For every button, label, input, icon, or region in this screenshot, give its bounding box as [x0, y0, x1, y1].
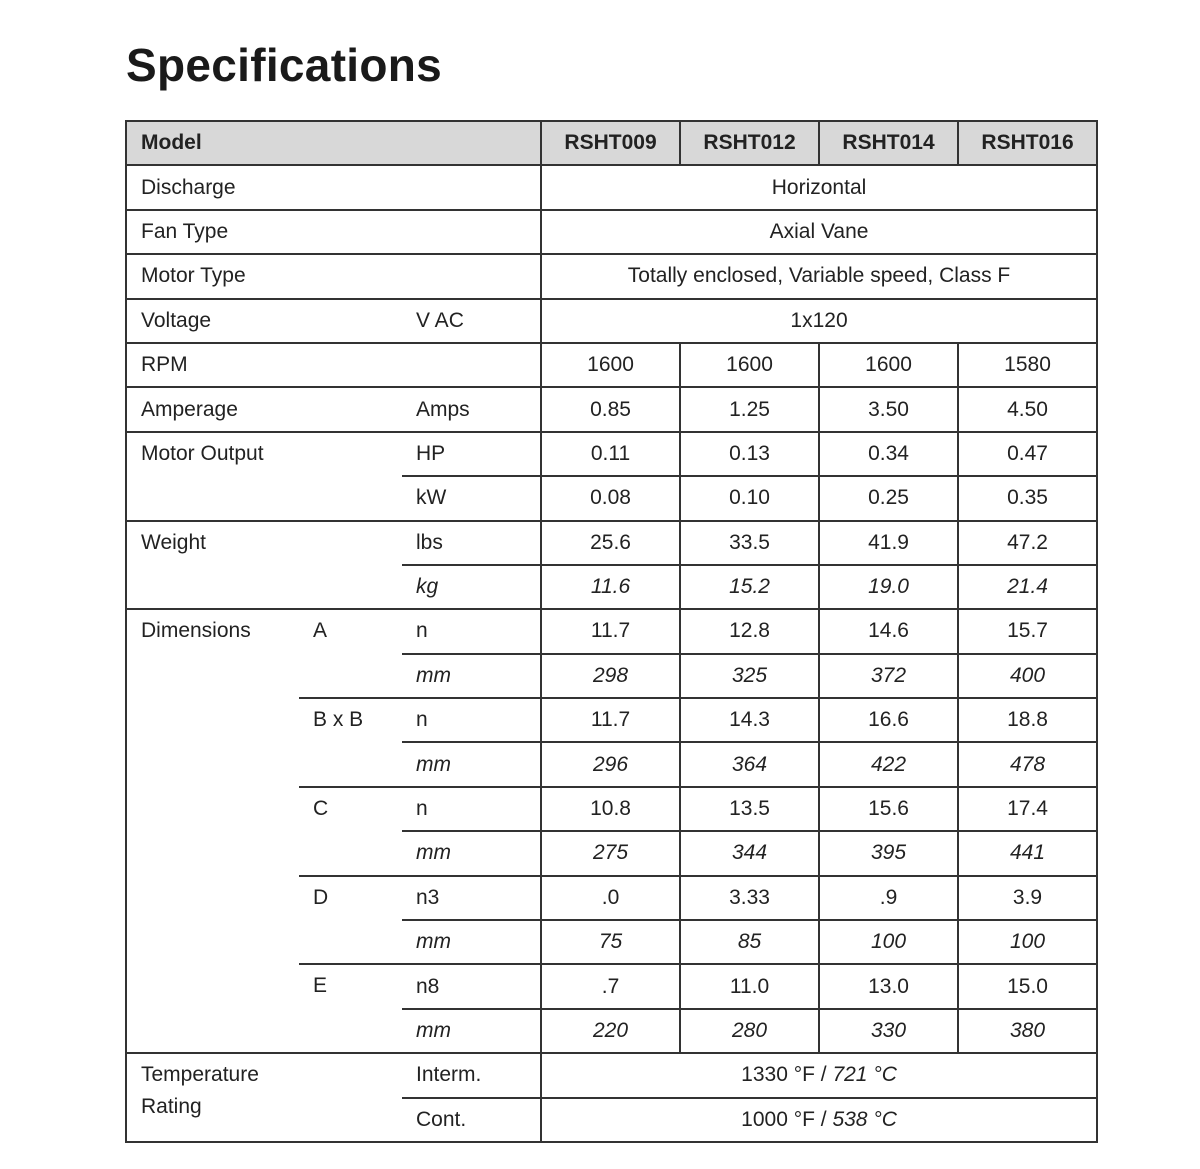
temperature-cont-unit: Cont. [402, 1098, 541, 1142]
amperage-label: Amperage [126, 387, 402, 431]
dimension-mm-value: 220 [541, 1009, 680, 1053]
weight-kg-value: 15.2 [680, 565, 819, 609]
dimension-in-value: 3.33 [680, 876, 819, 920]
model-rsht009: RSHT009 [541, 121, 680, 165]
temperature-rating-label [126, 1053, 402, 1142]
motor-output-label: Motor Output [126, 432, 402, 521]
voltage-unit: V AC [402, 299, 541, 343]
model-label: Model [126, 121, 541, 165]
dimension-a-in-row [126, 609, 1097, 653]
dimension-in-value: 15.6 [819, 787, 958, 831]
dimension-mm-value: 100 [819, 920, 958, 964]
dimension-mm-value: 478 [958, 742, 1097, 786]
dimension-in-unit: n [402, 609, 541, 653]
dimension-in-value: 17.4 [958, 787, 1097, 831]
specifications-table [125, 120, 1098, 1143]
page-title: Specifications [126, 39, 443, 91]
motor-output-kw-value: 0.35 [958, 476, 1097, 520]
motor-output-hp-value: 0.34 [819, 432, 958, 476]
dimension-mm-value: 75 [541, 920, 680, 964]
dimension-in-value: 11.0 [680, 964, 819, 1008]
model-rsht016: RSHT016 [958, 121, 1097, 165]
dimension-in-value: 14.3 [680, 698, 819, 742]
dimension-letter: B x B [299, 698, 402, 787]
discharge-label: Discharge [126, 165, 541, 209]
dimension-in-value: 13.0 [819, 964, 958, 1008]
voltage-row [126, 299, 1097, 343]
dimension-mm-value: 372 [819, 654, 958, 698]
motor-output-kw-unit: kW [402, 476, 541, 520]
dimension-mm-value: 296 [541, 742, 680, 786]
weight-lbs-value: 41.9 [819, 521, 958, 565]
dimension-mm-value: 364 [680, 742, 819, 786]
dimension-mm-value: 344 [680, 831, 819, 875]
dimension-mm-unit: mm [402, 831, 541, 875]
model-rsht014: RSHT014 [819, 121, 958, 165]
rpm-row [126, 343, 1097, 387]
dimension-letter: A [299, 609, 402, 698]
temperature-interm-f: 1330 °F / [741, 1063, 833, 1087]
weight-lbs-value: 25.6 [541, 521, 680, 565]
dimension-mm-value: 330 [819, 1009, 958, 1053]
dimension-in-unit: n3 [402, 876, 541, 920]
weight-label: Weight [126, 521, 402, 610]
fan-type-label: Fan Type [126, 210, 541, 254]
dimension-in-value: 3.9 [958, 876, 1097, 920]
amperage-unit: Amps [402, 387, 541, 431]
header-row [126, 121, 1097, 165]
rpm-value: 1600 [819, 343, 958, 387]
dimension-in-value: 15.0 [958, 964, 1097, 1008]
rpm-value: 1600 [541, 343, 680, 387]
dimensions-label: Dimensions [126, 609, 299, 1053]
weight-kg-unit: kg [402, 565, 541, 609]
rpm-label: RPM [126, 343, 541, 387]
motor-output-kw-value: 0.10 [680, 476, 819, 520]
weight-lbs-value: 33.5 [680, 521, 819, 565]
motor-output-hp-value: 0.11 [541, 432, 680, 476]
dimension-mm-value: 422 [819, 742, 958, 786]
weight-kg-value: 21.4 [958, 565, 1097, 609]
rpm-value: 1600 [680, 343, 819, 387]
motor-output-kw-value: 0.08 [541, 476, 680, 520]
dimension-in-value: 15.7 [958, 609, 1097, 653]
dimension-mm-value: 275 [541, 831, 680, 875]
dimension-in-value: .0 [541, 876, 680, 920]
rpm-value: 1580 [958, 343, 1097, 387]
dimension-in-unit: n [402, 787, 541, 831]
weight-kg-value: 11.6 [541, 565, 680, 609]
dimension-mm-unit: mm [402, 1009, 541, 1053]
dimension-mm-value: 400 [958, 654, 1097, 698]
weight-kg-value: 19.0 [819, 565, 958, 609]
motor-output-hp-row [126, 432, 1097, 476]
dimension-mm-value: 280 [680, 1009, 819, 1053]
motor-output-hp-unit: HP [402, 432, 541, 476]
dimension-letter: E [299, 964, 402, 1053]
dimension-mm-unit: mm [402, 920, 541, 964]
dimension-in-value: .7 [541, 964, 680, 1008]
motor-type-row [126, 254, 1097, 298]
dimension-in-value: .9 [819, 876, 958, 920]
dimension-mm-value: 100 [958, 920, 1097, 964]
dimension-in-value: 12.8 [680, 609, 819, 653]
temperature-interm-c: 721 °C [832, 1063, 897, 1087]
dimension-mm-value: 85 [680, 920, 819, 964]
dimension-mm-value: 395 [819, 831, 958, 875]
weight-lbs-row [126, 521, 1097, 565]
temperature-cont-value [541, 1098, 1097, 1142]
dimension-mm-unit: mm [402, 654, 541, 698]
motor-output-hp-value: 0.13 [680, 432, 819, 476]
temperature-label-line1: Temperature [141, 1063, 259, 1087]
model-rsht012: RSHT012 [680, 121, 819, 165]
amperage-value: 4.50 [958, 387, 1097, 431]
temperature-cont-c: 538 °C [832, 1107, 897, 1131]
temperature-interm-value [541, 1053, 1097, 1097]
motor-type-value: Totally enclosed, Variable speed, Class F [541, 254, 1097, 298]
dimension-mm-value: 441 [958, 831, 1097, 875]
fan-type-value: Axial Vane [541, 210, 1097, 254]
amperage-value: 1.25 [680, 387, 819, 431]
temperature-interm-unit: Interm. [402, 1053, 541, 1097]
temperature-interm-row [126, 1053, 1097, 1097]
voltage-value: 1x120 [541, 299, 1097, 343]
dimension-in-value: 14.6 [819, 609, 958, 653]
discharge-value: Horizontal [541, 165, 1097, 209]
motor-type-label: Motor Type [126, 254, 541, 298]
discharge-row [126, 165, 1097, 209]
weight-lbs-unit: lbs [402, 521, 541, 565]
dimension-letter: D [299, 876, 402, 965]
amperage-value: 3.50 [819, 387, 958, 431]
dimension-mm-value: 298 [541, 654, 680, 698]
amperage-row [126, 387, 1097, 431]
dimension-in-unit: n [402, 698, 541, 742]
dimension-in-value: 11.7 [541, 698, 680, 742]
dimension-letter: C [299, 787, 402, 876]
motor-output-kw-value: 0.25 [819, 476, 958, 520]
temperature-cont-f: 1000 °F / [741, 1107, 833, 1131]
dimension-in-value: 10.8 [541, 787, 680, 831]
dimension-in-unit: n8 [402, 964, 541, 1008]
weight-lbs-value: 47.2 [958, 521, 1097, 565]
dimension-in-value: 16.6 [819, 698, 958, 742]
amperage-value: 0.85 [541, 387, 680, 431]
voltage-label: Voltage [126, 299, 402, 343]
fan-type-row [126, 210, 1097, 254]
dimension-in-value: 11.7 [541, 609, 680, 653]
dimension-mm-unit: mm [402, 742, 541, 786]
temperature-label-line2: Rating [141, 1095, 202, 1119]
motor-output-hp-value: 0.47 [958, 432, 1097, 476]
dimension-mm-value: 325 [680, 654, 819, 698]
dimension-mm-value: 380 [958, 1009, 1097, 1053]
dimension-in-value: 18.8 [958, 698, 1097, 742]
dimension-in-value: 13.5 [680, 787, 819, 831]
